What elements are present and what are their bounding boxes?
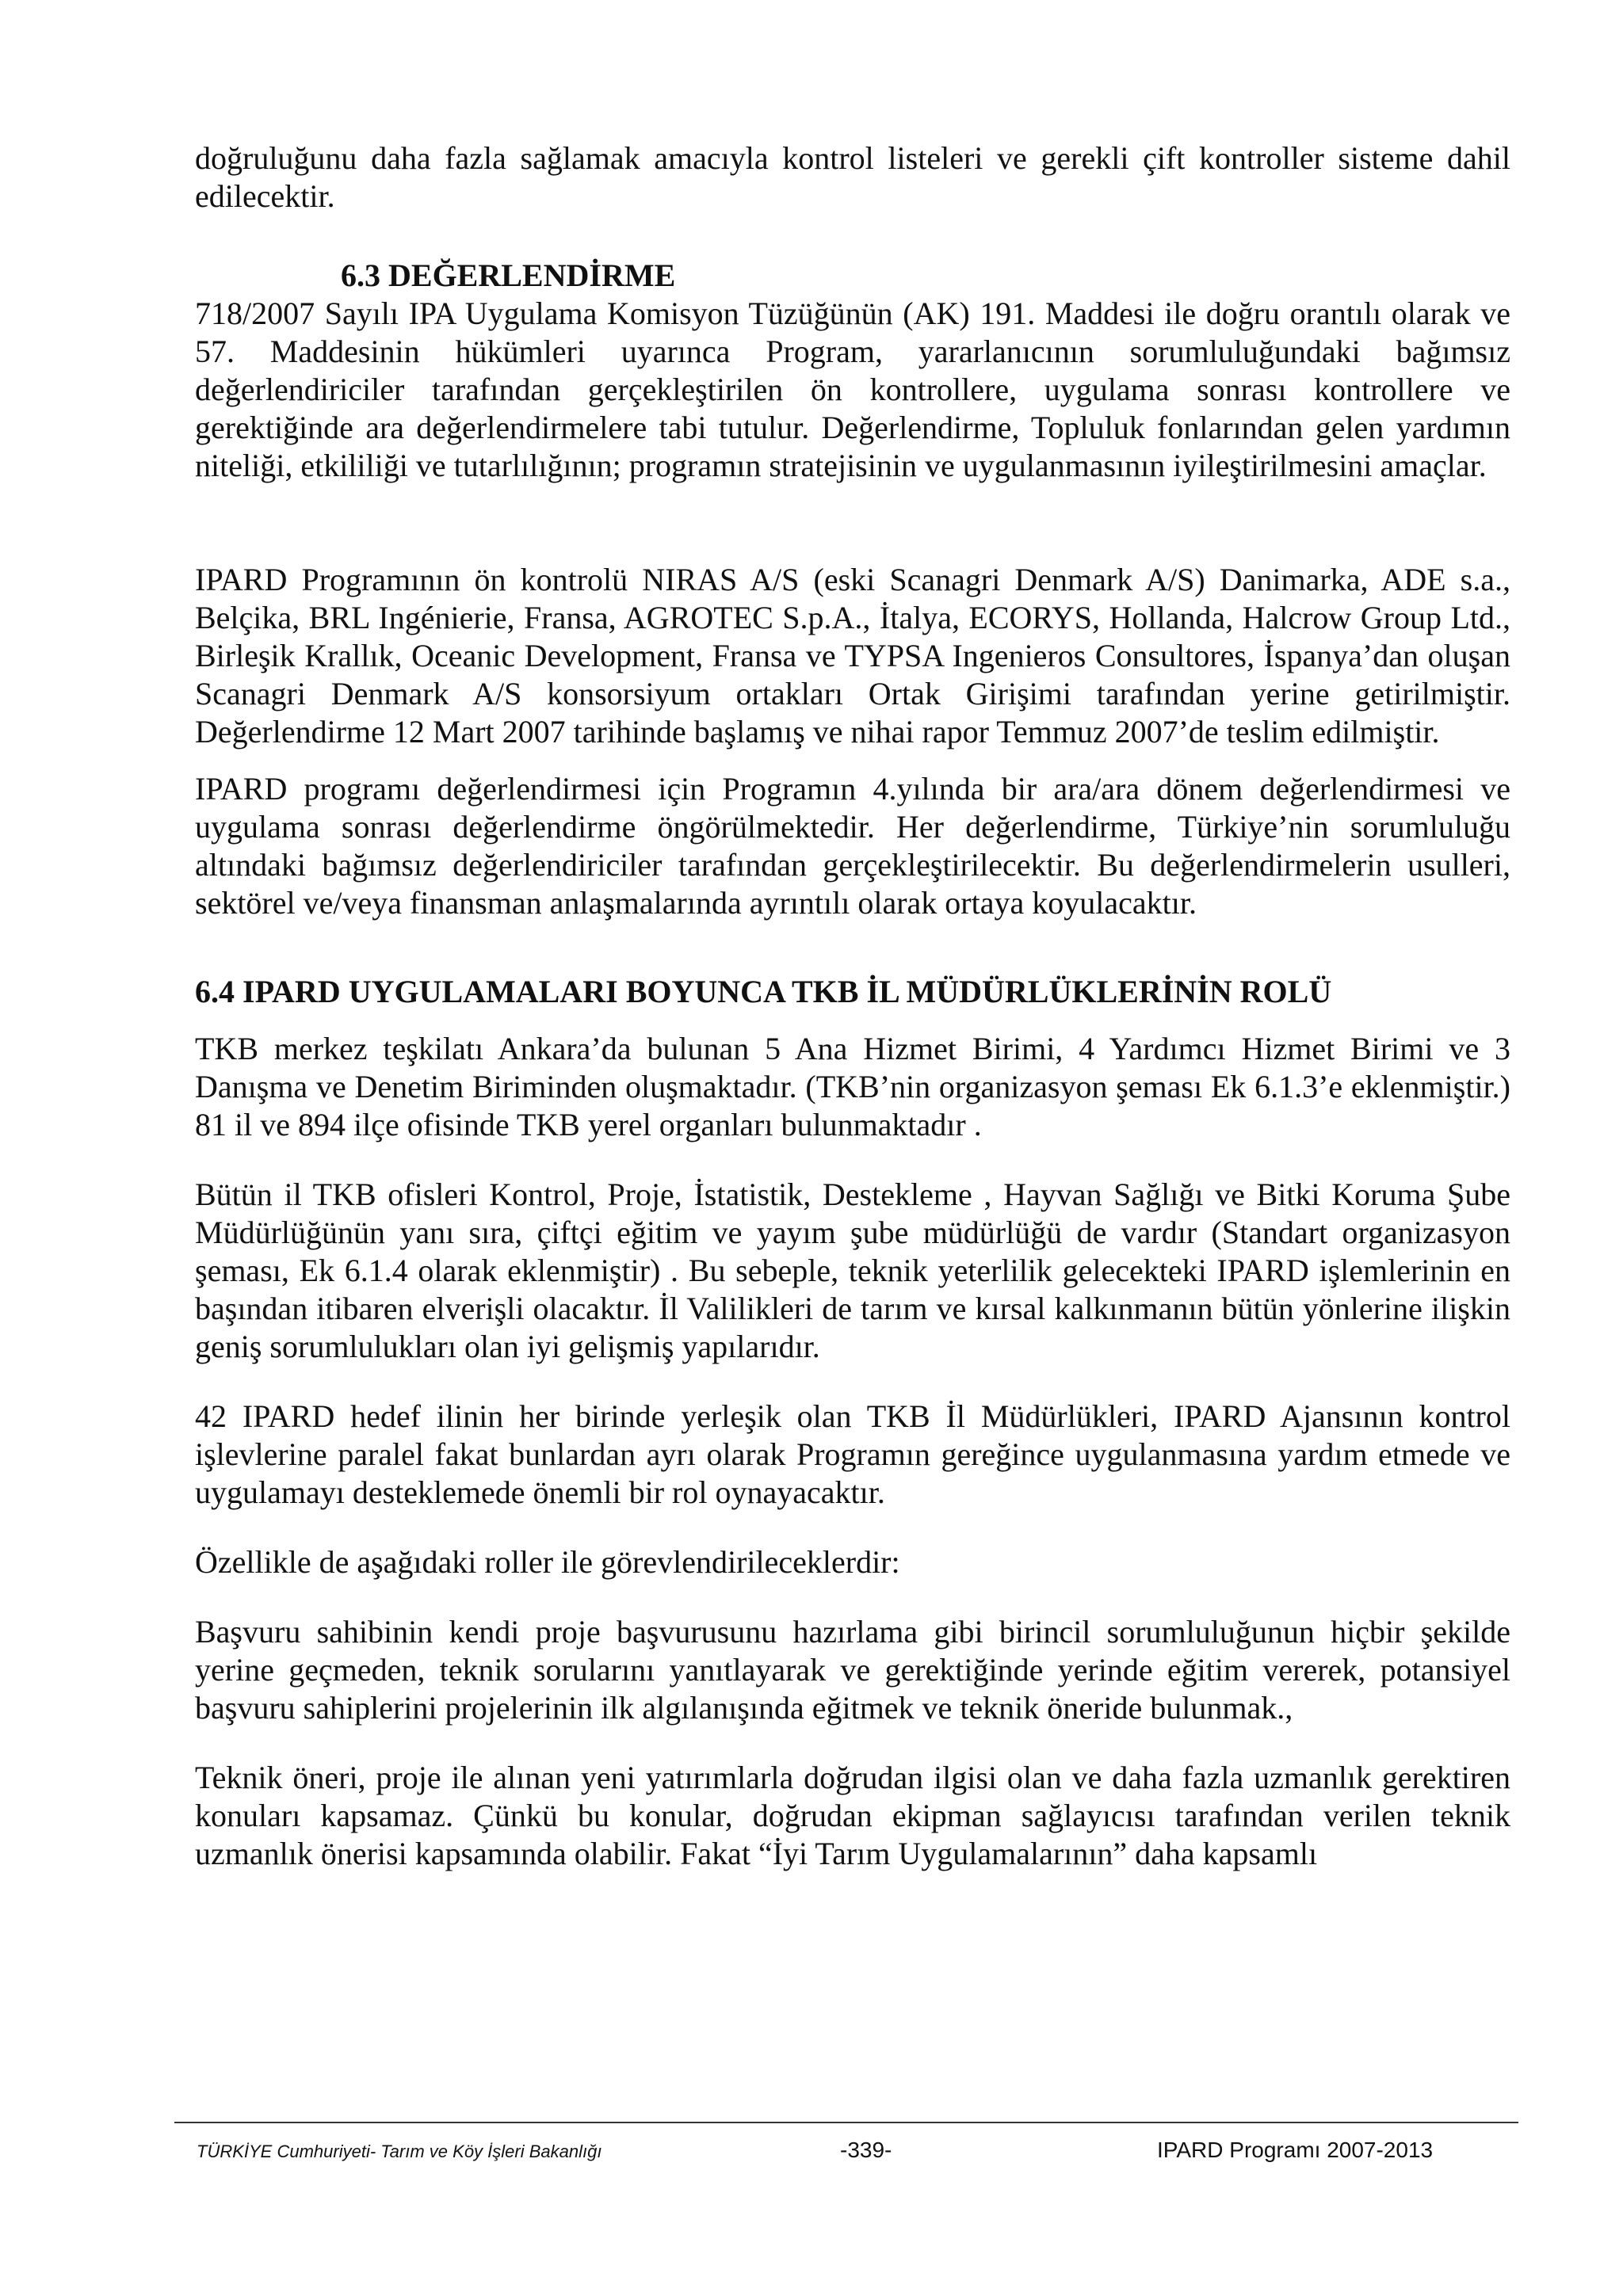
paragraph-6-3-evaluation: 718/2007 Sayılı IPA Uygulama Komisyon Tüzüğünün (AK) 191. Maddesi ile doğru orantılı olarak ve 57. Maddesinin hükümleri uyarınca Program, yararlanıcının sorumluluğundaki bağımsız değerlendiriciler tarafından gerçekleştirilen ön kontrollere, uygulama sonrası kontrollere ve gerektiğinde ara değerlendirmelere tabi tutulur. Değerlendirme, Topluluk fonlarından gelen yardımın niteliği, etkililiği ve tutarlılığının; programın stratejisinin ve uygulanmasının iyileştirilmesini amaçlar.: [195, 296, 1510, 483]
paragraph-6-4-roles-intro: Özellikle de aşağıdaki roller ile görevlendirileceklerdir:: [195, 1544, 900, 1580]
footer-program-title: IPARD Programı 2007-2013: [1157, 2138, 1434, 2162]
section-heading-6-4: 6.4 IPARD UYGULAMALARI BOYUNCA TKB İL MÜDÜRLÜKLERİNİN ROLÜ: [195, 974, 1332, 1009]
section-heading-6-3: 6.3 DEĞERLENDİRME: [341, 257, 676, 293]
footer-page-number: -339-: [840, 2138, 892, 2162]
footer-ministry-name: TÜRKİYE Cumhuriyeti- Tarım ve Köy İşleri Bakanlığı: [197, 2142, 602, 2161]
paragraph-6-4-role-advice: Başvuru sahibinin kendi proje başvurusunu hazırlama gibi birincil sorumluluğunun hiçbir şekilde yerine geçmeden, teknik sorularını yanıtlayarak ve gerektiğinde yerinde eğitim vererek, potansiyel başvuru sahiplerini projelerinin ilk algılanışında eğitmek ve teknik öneride bulunmak.,: [195, 1614, 1510, 1726]
page-body: [195, 139, 1510, 1873]
paragraph-6-3-interim-evaluation: IPARD programı değerlendirmesi için Programın 4.yılında bir ara/ara dönem değerlendirmesi ve uygulama sonrası değerlendirme öngörülmektedir. Her değerlendirme, Türkiye’nin sorumluluğu altındaki bağımsız değerlendiriciler tarafından gerçekleştirilecektir. Bu değerlendirmelerin usulleri, sektörel ve/veya finansman anlaşmalarında ayrıntılı olarak ortaya koyulacaktır.: [195, 771, 1510, 921]
paragraph-6-4-technical-advice-scope: Teknik öneri, proje ile alınan yeni yatırımlarla doğrudan ilgisi olan ve daha fazla uzmanlık gerektiren konuları kapsamaz. Çünkü bu konular, doğrudan ekipman sağlayıcısı tarafından verilen teknik uzmanlık önerisi kapsamında olabilir. Fakat “İyi Tarım Uygulamalarının” daha kapsamlı: [195, 1760, 1510, 1871]
paragraph-6-3-ex-ante-evaluation: IPARD Programının ön kontrolü NIRAS A/S (eski Scanagri Denmark A/S) Danimarka, ADE s.a., Belçika, BRL Ingénierie, Fransa, AGROTEC S.p.A., İtalya, ECORYS, Hollanda, Halcrow Group Ltd., Birleşik Krallık, Oceanic Development, Fransa ve TYPSA Ingenieros Consultores, İspanya’dan oluşan Scanagri Denmark A/S konsorsiyum ortakları Ortak Girişimi tarafından yerine getirilmiştir. Değerlendirme 12 Mart 2007 tarihinde başlamış ve nihai rapor Temmuz 2007’de teslim edilmiştir.: [195, 562, 1510, 749]
paragraph-intro-continuation: doğruluğunu daha fazla sağlamak amacıyla kontrol listeleri ve gerekli çift kontroller sisteme dahil edilecektir.: [195, 140, 1510, 214]
paragraph-6-4-organization: TKB merkez teşkilatı Ankara’da bulunan 5 Ana Hizmet Birimi, 4 Yardımcı Hizmet Birimi ve 3 Danışma ve Denetim Biriminden oluşmaktadır. (TKB’nin organizasyon şeması Ek 6.1.3’e eklenmiştir.) 81 il ve 894 ilçe ofisinde TKB yerel organları bulunmaktadır .: [195, 1031, 1510, 1142]
paragraph-6-4-provincial-offices: Bütün il TKB ofisleri Kontrol, Proje, İstatistik, Destekleme , Hayvan Sağlığı ve Bitki Koruma Şube Müdürlüğünün yanı sıra, çiftçi eğitim ve yayım şube müdürlüğü de vardır (Standart organizasyon şeması, Ek 6.1.4 olarak eklenmiştir) . Bu sebeple, teknik yeterlilik gelecekteki IPARD işlemlerinin en başından itibaren elverişli olacaktır. İl Valilikleri de tarım ve kırsal kalkınmanın bütün yönlerine ilişkin geniş sorumlulukları olan iyi gelişmiş yapılarıdır.: [195, 1177, 1510, 1364]
footer-divider: [174, 2122, 1518, 2123]
paragraph-6-4-provincial-directorates: 42 IPARD hedef ilinin her birinde yerleşik olan TKB İl Müdürlükleri, IPARD Ajansının kontrol işlevlerine paralel fakat bunlardan ayrı olarak Programın gereğince uygulanmasına yardım etmede ve uygulamayı desteklemede önemli bir rol oynayacaktır.: [195, 1398, 1510, 1510]
